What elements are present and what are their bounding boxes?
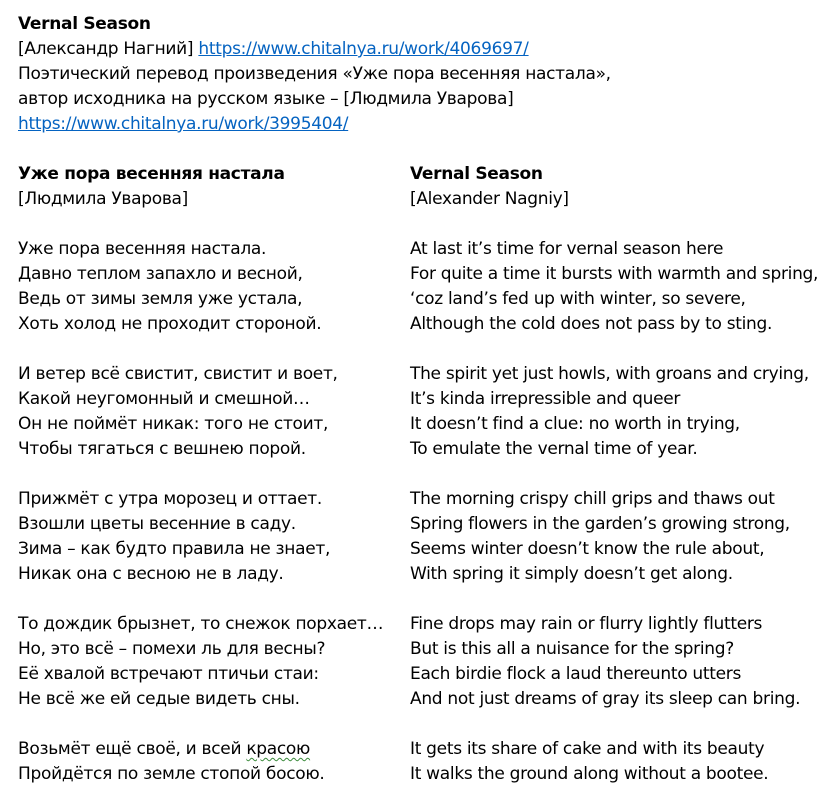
spacer <box>18 137 830 162</box>
russian-stanza-2 <box>18 362 410 462</box>
poem-line: It gets its share of cake and with its beauty <box>410 739 765 759</box>
document-page <box>18 12 830 787</box>
poem-line: И ветер всё свистит, свистит и воет, <box>18 364 338 384</box>
poem-line: Но, это всё – помехи ль для весны? <box>18 639 326 659</box>
russian-poem-title: Уже пора весенняя настала <box>18 164 285 184</box>
poem-line: Each birdie flock a laud thereunto utters <box>410 664 742 684</box>
poem-line: With spring it simply doesn’t get along. <box>410 564 733 584</box>
english-stanza-2 <box>410 362 830 462</box>
english-stanza-3 <box>410 487 830 587</box>
spacer <box>18 212 410 237</box>
poem-line: То дождик брызнет, то снежок порхает… <box>18 614 384 634</box>
english-stanza-4 <box>410 612 830 712</box>
poem-line: Пройдётся по земле стопой босою. <box>18 764 325 784</box>
russian-original-column <box>18 162 410 787</box>
poem-line: Взошли цветы весенние в саду. <box>18 514 296 534</box>
russian-stanza-4 <box>18 612 410 712</box>
russian-stanza-3 <box>18 487 410 587</box>
russian-poem-author: [Людмила Уварова] <box>18 189 188 209</box>
poem-line: Уже пора весенняя настала. <box>18 239 267 259</box>
poem-line: It doesn’t find a clue: no worth in trying, <box>410 414 740 434</box>
poem-line: Давно теплом запахло и весной, <box>18 264 303 284</box>
poem-line: Он не поймёт никак: того не стоит, <box>18 414 329 434</box>
poem-line: But is this all a nuisance for the spring? <box>410 639 734 659</box>
poem-line: For quite a time it bursts with warmth and spring, <box>410 264 819 284</box>
poem-line: Although the cold does not pass by to sting. <box>410 314 773 334</box>
poem-line: Ведь от зимы земля уже устала, <box>18 289 303 309</box>
document-title: Vernal Season <box>18 14 151 34</box>
poem-line: It walks the ground along without a bootee. <box>410 764 769 784</box>
poem-columns <box>18 162 830 787</box>
poem-line: The morning crispy chill grips and thaws out <box>410 489 775 509</box>
poem-line: Fine drops may rain or flurry lightly flutters <box>410 614 763 634</box>
poem-line: Её хвалой встречают птичьи стаи: <box>18 664 319 684</box>
poem-line: Никак она с весною не в ладу. <box>18 564 284 584</box>
poem-line: Хоть холод не проходит стороной. <box>18 314 322 334</box>
english-poem-title: Vernal Season <box>410 164 543 184</box>
spellcheck-marked-word: красою <box>246 739 311 759</box>
translator-name: [Александр Нагний] <box>18 39 194 59</box>
poem-line: Возьмёт ещё своё, и всей красою <box>18 739 311 759</box>
source-link-line <box>18 112 830 137</box>
russian-stanza-1 <box>18 237 410 337</box>
english-poem-author: [Alexander Nagniy] <box>410 189 569 209</box>
poem-line: Spring flowers in the garden’s growing strong, <box>410 514 790 534</box>
poem-line: Seems winter doesn’t know the rule about, <box>410 539 765 559</box>
poem-line: Не всё же ей седые видеть сны. <box>18 689 300 709</box>
translation-link[interactable]: https://www.chitalnya.ru/work/4069697/ <box>198 39 529 59</box>
poem-line: At last it’s time for vernal season here <box>410 239 724 259</box>
note-line-1: Поэтический перевод произведения «Уже пора весенняя настала», <box>18 64 611 84</box>
russian-closing-couplet <box>18 737 410 787</box>
spacer <box>410 212 830 237</box>
poem-line: Прижмёт с утра морозец и оттает. <box>18 489 322 509</box>
poem-line: To emulate the vernal time of year. <box>410 439 698 459</box>
note-line-2: автор исходника на русском языке – [Людмила Уварова] <box>18 89 514 109</box>
poem-line: Зима – как будто правила не знает, <box>18 539 331 559</box>
poem-line: Какой неугомонный и смешной… <box>18 389 310 409</box>
poem-line: ‘coz land’s fed up with winter, so severe, <box>410 289 746 309</box>
poem-line: And not just dreams of gray its sleep can bring. <box>410 689 801 709</box>
english-translation-column <box>410 162 830 787</box>
english-closing-couplet <box>410 737 830 787</box>
source-link[interactable]: https://www.chitalnya.ru/work/3995404/ <box>18 114 349 134</box>
author-line <box>18 37 830 62</box>
poem-line: It’s kinda irrepressible and queer <box>410 389 681 409</box>
poem-line: Чтобы тягаться с вешнею порой. <box>18 439 306 459</box>
poem-line: The spirit yet just howls, with groans and crying, <box>410 364 809 384</box>
english-stanza-1 <box>410 237 830 337</box>
